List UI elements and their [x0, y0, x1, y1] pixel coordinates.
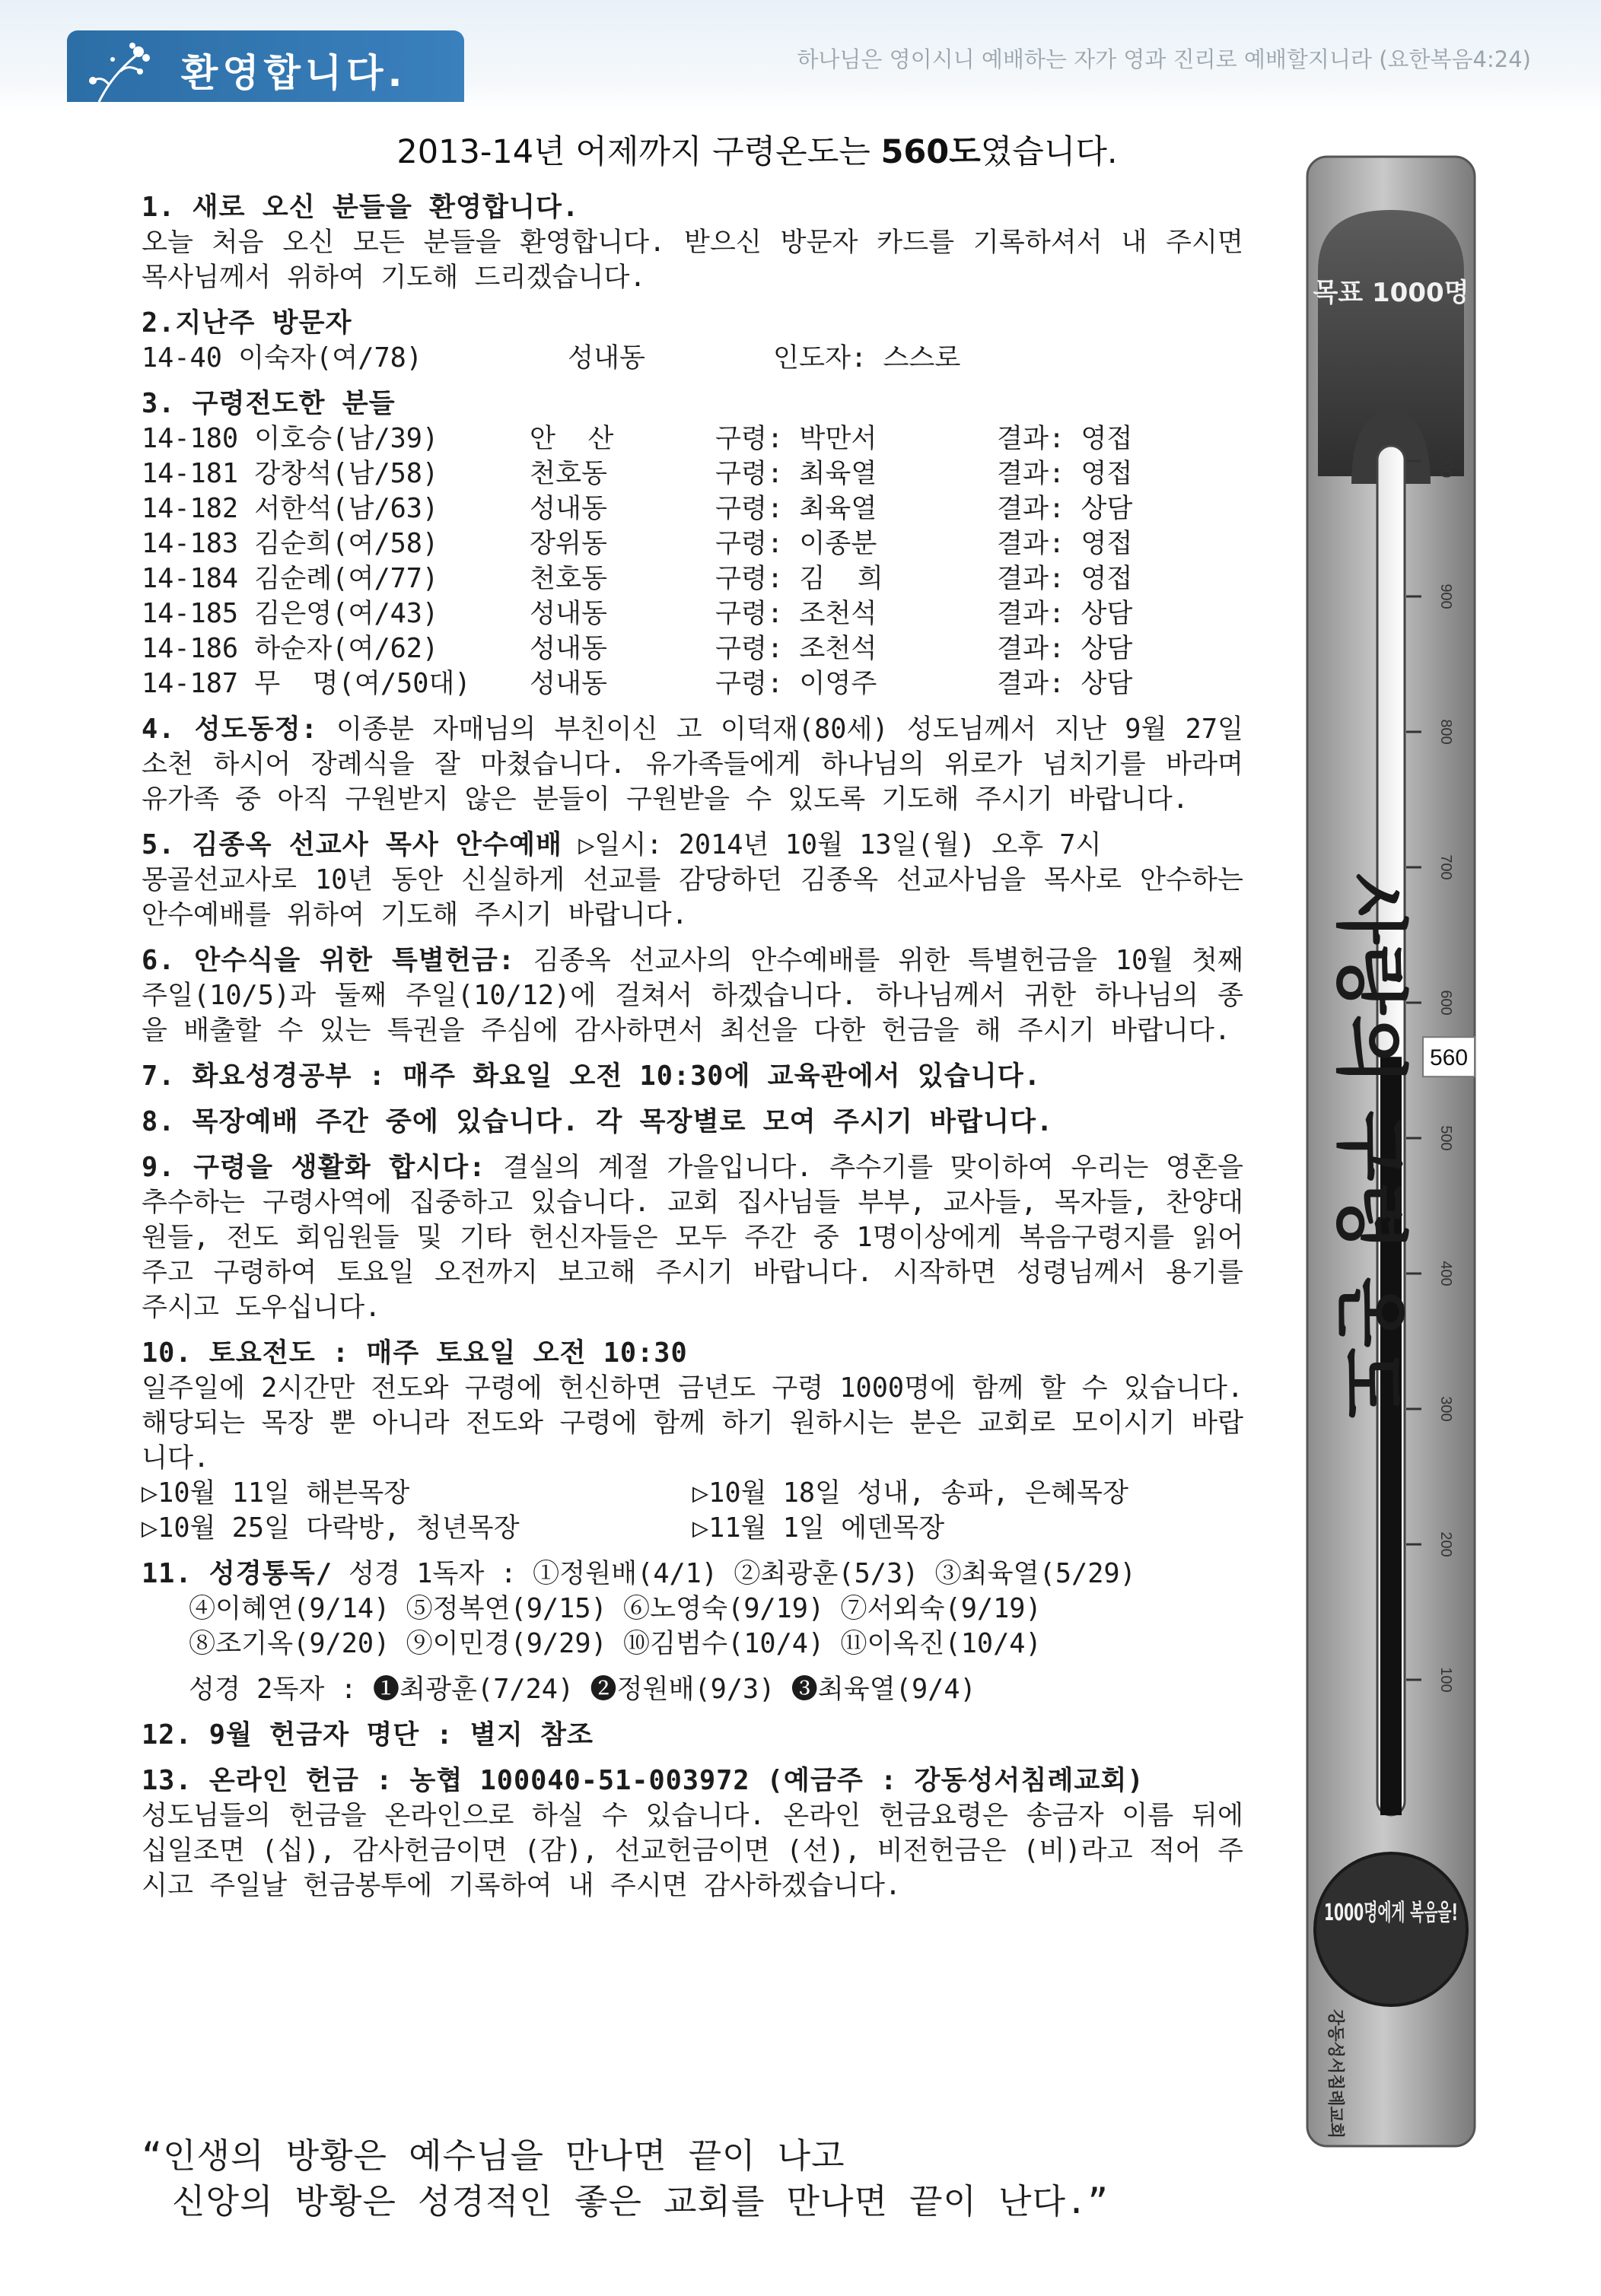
evangelist: 구령: 김 희	[715, 563, 883, 594]
section-visitors	[142, 306, 1243, 376]
table-row	[142, 526, 1243, 561]
title-prefix: 2013-14년 어제까지 구령온도는	[396, 133, 881, 171]
section-evangelism-life	[142, 1150, 1243, 1325]
thermometer	[1307, 157, 1475, 2146]
result: 결과: 영접	[997, 458, 1133, 489]
church-name: 강동성서침례교회	[1326, 2008, 1345, 2139]
quote-line: “인생의 방황은 예수님을 만나면 끝이 나고	[142, 2135, 845, 2176]
section-online-offering	[142, 1763, 1243, 1903]
section-title: 1. 새로 오신 분들을 환영합니다.	[142, 192, 580, 223]
person-place: 성내동	[530, 493, 607, 524]
person-name: 14-183 김순희(여/58)	[142, 528, 439, 559]
table-row	[142, 491, 1243, 526]
person-place: 성내동	[530, 598, 607, 629]
slogan-line: 1000명에게 복음을!	[1324, 1900, 1458, 1926]
section-title: 5. 김종옥 선교사 목사 안수예배	[142, 829, 563, 860]
bible-verse: 하나님은 영이시니 예배하는 자가 영과 진리로 예배할지니라 (요한복음4:24)	[797, 46, 1531, 72]
section-saturday-outreach	[142, 1336, 1243, 1546]
section-title: 3. 구령전도한 분들	[142, 388, 396, 419]
person-name: 14-182 서한석(남/63)	[142, 493, 439, 524]
person-place: 안 산	[530, 423, 614, 454]
result: 결과: 상담	[997, 493, 1133, 524]
reader2-line: 성경 2독자 : ❶최광훈(7/24) ❷정원배(9/3) ❸최육열(9/4)	[189, 1674, 976, 1705]
schedule-item: ▷11월 1일 에덴목장	[692, 1512, 945, 1544]
schedule-row	[142, 1511, 1243, 1546]
section-title: 12. 9월 헌금자 명단 : 별지 참조	[142, 1719, 594, 1751]
section-evangelism	[142, 386, 1243, 701]
goal-label: 목표 1000명	[1313, 278, 1469, 308]
welcome-banner	[67, 30, 464, 102]
scale-label: 300	[1437, 1396, 1454, 1422]
result: 결과: 상담	[997, 598, 1133, 629]
person-name: 14-180 이호승(남/39)	[142, 423, 439, 454]
section-bible-study	[142, 1059, 1243, 1094]
schedule-item: ▷10월 18일 성내, 송파, 은혜목장	[692, 1477, 1128, 1509]
scale-label: 500	[1437, 1125, 1454, 1151]
table-row	[142, 631, 1243, 666]
person-place: 천호동	[530, 563, 607, 594]
person-name: 14-184 김순례(여/77)	[142, 563, 439, 594]
title-suffix: 였습니다.	[980, 133, 1118, 171]
section-body: 성도님들의 헌금을 온라인으로 하실 수 있습니다. 온라인 헌금요령은 송금자 이름 뒤에 십일조면 (십), 감사헌금이면 (감), 선교헌금이면 (선), 비전헌금은 (비)라고 적어 주시고 주일날 헌금봉투에 기록하여 내 주시면 감사하겠습니다.	[142, 1800, 1243, 1901]
result: 결과: 영접	[997, 423, 1133, 454]
section-title: 7. 화요성경공부 : 매주 화요일 오전 10:30에 교육관에서 있습니다.	[142, 1061, 1041, 1092]
table-row	[142, 596, 1243, 631]
evangelist: 구령: 이종분	[715, 528, 877, 559]
section-member-news	[142, 712, 1243, 817]
table-row	[142, 561, 1243, 596]
section-offering-list	[142, 1718, 1243, 1753]
scale-label: 200	[1437, 1531, 1454, 1557]
section-body: 오늘 처음 오신 모든 분들을 환영합니다. 받으신 방문자 카드를 기록하셔서 내 주시면 목사님께서 위하여 기도해 드리겠습니다.	[142, 227, 1243, 293]
person-place: 천호동	[530, 458, 607, 489]
person-name: 14-185 김은영(여/43)	[142, 598, 439, 629]
section-title: 6. 안수식을 위한 특별헌금:	[142, 945, 515, 976]
reader1-label: 성경 1독자 :	[349, 1558, 517, 1589]
evangelist: 구령: 박만서	[715, 423, 877, 454]
flower-icon	[82, 37, 158, 113]
person-name: 14-181 강창석(남/58)	[142, 458, 439, 489]
person-place: 장위동	[530, 528, 607, 559]
section-body: 이종분 자매님의 부친이신 고 이덕재(80세) 성도님께서 지난 9월 27일 소천 하시어 장례식을 잘 마쳤습니다. 유가족들에게 하나님의 위로가 넘치기를 바라며 유가족 중 아직 구원받지 않은 분들이 구원받을 수 있도록 기도해 주시기 바랍니다.	[142, 714, 1244, 815]
title-value: 560도	[880, 133, 981, 171]
page-title	[0, 126, 1514, 173]
scale-label: 1000	[1437, 444, 1454, 479]
section-title: 11. 성경통독/	[142, 1558, 333, 1589]
section-cell-worship	[142, 1105, 1243, 1140]
vertical-title: 사랑의 구령 온도	[1328, 873, 1413, 1418]
result: 결과: 영접	[997, 528, 1133, 559]
person-place: 성내동	[530, 668, 607, 699]
closing-quote	[142, 2133, 1359, 2224]
scale-label: 100	[1437, 1667, 1454, 1693]
current-value-label: 560	[1429, 1045, 1469, 1071]
announcements	[142, 190, 1243, 1914]
result: 결과: 영접	[997, 563, 1133, 594]
section-special-offering	[142, 943, 1243, 1048]
evangelist: 구령: 조천석	[715, 598, 877, 629]
section-title: 8. 목장예배 주간 중에 있습니다. 각 목장별로 모여 주시기 바랍니다.	[142, 1106, 1054, 1137]
section-title: 9. 구령을 생활화 합시다:	[142, 1152, 486, 1183]
result: 결과: 상담	[997, 633, 1133, 664]
schedule-row	[142, 1476, 1243, 1511]
ordination-date: ▷일시: 2014년 10월 13일(월) 오후 7시	[578, 829, 1102, 860]
section-welcome	[142, 190, 1243, 295]
section-body: 몽골선교사로 10년 동안 신실하게 선교를 감당하던 김종옥 선교사님을 목사로 안수하는 안수예배를 위하여 기도해 주시기 바랍니다.	[142, 864, 1243, 930]
evangelist: 구령: 최육열	[715, 493, 877, 524]
page-header	[0, 0, 1601, 113]
welcome-label: 환영합니다.	[181, 51, 407, 95]
section-body: 일주일에 2시간만 전도와 구령에 헌신하면 금년도 구령 1000명에 함께 할 수 있습니다. 해당되는 목장 뿐 아니라 전도와 구령에 함께 하기 원하시는 분은 교회로 모이시기 바랍니다.	[142, 1372, 1243, 1474]
person-name: 14-186 하순자(여/62)	[142, 633, 439, 664]
visitor-place: 성내동	[568, 342, 645, 374]
schedule-item: ▷10월 25일 다락방, 청년목장	[142, 1512, 520, 1544]
visitor-name: 14-40 이숙자(여/78)	[142, 342, 422, 374]
evangelist: 구령: 조천석	[715, 633, 877, 664]
section-bible-reading	[142, 1557, 1243, 1707]
scale-label: 600	[1437, 990, 1454, 1016]
scale-label: 400	[1437, 1261, 1454, 1286]
person-name: 14-187 무 명(여/50대)	[142, 668, 471, 699]
visitor-guide: 인도자: 스스로	[773, 342, 961, 374]
section-body: 김종옥 선교사의 안수예배를 위한 특별헌금을 10월 첫째 주일(10/5)과 둘째 주일(10/12)에 걸쳐서 하겠습니다. 하나님께서 귀한 하나님의 종을 배출할 수 있는 특권을 주심에 감사하면서 최선을 다한 헌금을 해 주시기 바랍니다.	[142, 945, 1243, 1046]
table-row	[142, 666, 1243, 701]
table-row	[142, 421, 1243, 456]
reader1-line: ①정원배(4/1) ②최광훈(5/3) ③최육열(5/29)	[532, 1558, 1136, 1589]
table-row	[142, 456, 1243, 491]
result: 결과: 상담	[997, 668, 1133, 699]
section-body: 결실의 계절 가을입니다. 추수기를 맞이하여 우리는 영혼을 추수하는 구령사역에 집중하고 있습니다. 교회 집사님들 부부, 교사들, 목자들, 찬양대원들, 전도 회임원들 및 기타 헌신자들은 모두 주간 중 1명이상에게 복음구령지를 읽어 주고 구령하여 토요일 오전까지 보고해 주시기 바랍니다. 시작하면 성령님께서 용기를 주시고 도우십니다.	[142, 1152, 1243, 1323]
reader1-line: ⑧조기옥(9/20) ⑨이민경(9/29) ⑩김범수(10/4) ⑪이옥진(10/4)	[189, 1628, 1042, 1659]
section-title: 2.지난주 방문자	[142, 307, 352, 339]
section-title: 13. 온라인 헌금 : 농협 100040-51-003972 (예금주 : 강동성서침례교회)	[142, 1765, 1144, 1796]
scale-label: 800	[1437, 719, 1454, 745]
schedule-item: ▷10월 11일 해븐목장	[142, 1477, 410, 1509]
section-ordination	[142, 828, 1243, 933]
visitor-row	[142, 341, 1243, 376]
section-title: 4. 성도동정:	[142, 714, 318, 745]
thermometer-bulb	[1315, 1853, 1467, 2005]
person-place: 성내동	[530, 633, 607, 664]
quote-line: 신앙의 방황은 성경적인 좋은 교회를 만나면 끝이 난다.”	[172, 2181, 1109, 2221]
scale-label: 700	[1437, 854, 1454, 880]
reader1-line: ④이혜연(9/14) ⑤정복연(9/15) ⑥노영숙(9/19) ⑦서외숙(9/19)	[189, 1593, 1042, 1624]
evangelist: 구령: 최육열	[715, 458, 877, 489]
scale-label: 900	[1437, 584, 1454, 609]
section-title: 10. 토요전도 : 매주 토요일 오전 10:30	[142, 1337, 688, 1369]
evangelist: 구령: 이영주	[715, 668, 877, 699]
